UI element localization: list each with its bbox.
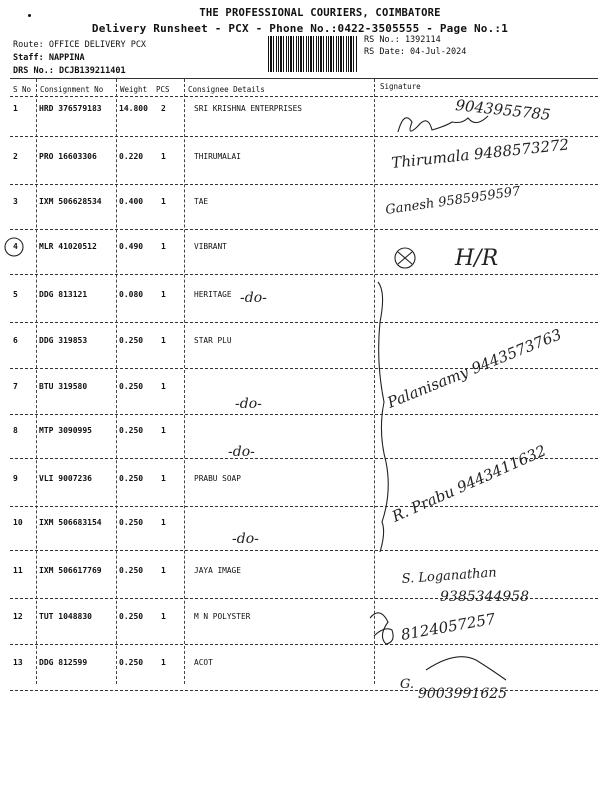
row-consignee: VIBRANT <box>194 242 227 251</box>
row-consignment-no: MLR 41020512 <box>39 242 97 251</box>
rs-number: RS No.: 1392114 <box>364 35 441 45</box>
row-sno: 3 <box>13 197 18 206</box>
runsheet-title: Delivery Runsheet - PCX - Phone No.:0422-3505555 - Page No.:1 <box>91 22 509 35</box>
row-consignee: THIRUMALAI <box>194 152 241 161</box>
row-consignment-no: IXM 506683154 <box>39 518 102 527</box>
row-consignment-no: PRO 16603306 <box>39 152 97 161</box>
row-consignee: PRABU SOAP <box>194 474 241 483</box>
signature-phone-2: Thirumala 9488573272 <box>390 135 570 172</box>
row-sno: 13 <box>13 658 23 667</box>
row-weight: 0.080 <box>119 290 144 299</box>
row-pcs: 1 <box>161 152 166 161</box>
row-pcs: 2 <box>161 104 166 113</box>
row-sno: 12 <box>13 612 23 621</box>
col-header-weight: Weight <box>120 85 148 94</box>
col-header-sno: S No <box>13 85 32 94</box>
signature-hr: H/R <box>455 246 499 271</box>
row-sno: 4 <box>13 242 18 251</box>
row-consignee: TAE <box>194 197 209 206</box>
row-weight: 0.250 <box>119 336 144 345</box>
signature-phone-5: Palanisamy 9443573763 <box>384 325 565 412</box>
row-sno: 6 <box>13 336 18 345</box>
signature-name-7: S. Loganathan <box>401 565 498 587</box>
row-sno: 7 <box>13 382 18 391</box>
row-consignment-no: VLI 9007236 <box>39 474 92 483</box>
signature-phone-1: 9043955785 <box>454 96 552 124</box>
row-pcs: 1 <box>161 566 166 575</box>
row-sno: 5 <box>13 290 18 299</box>
row-consignment-no: DDG 812599 <box>39 658 88 667</box>
row-consignment-no: IXM 506628534 <box>39 197 102 206</box>
row-pcs: 1 <box>161 474 166 483</box>
row-pcs: 1 <box>161 382 166 391</box>
signature-phone-9: 9003991625 <box>418 686 508 702</box>
row-pcs: 1 <box>161 290 166 299</box>
consignee-do-mark: -do- <box>235 396 262 412</box>
consignee-do-mark: -do- <box>228 444 255 460</box>
rs-date: RS Date: 04-Jul-2024 <box>364 47 467 57</box>
bracket-mark <box>378 282 388 552</box>
row-consignee: SRI KRISHNA ENTERPRISES <box>194 104 302 113</box>
row-pcs: 1 <box>161 518 166 527</box>
row-weight: 0.490 <box>119 242 144 251</box>
row-consignment-no: IXM 506617769 <box>39 566 102 575</box>
row-consignee: STAR PLU <box>194 336 232 345</box>
row-consignment-no: TUT 1048830 <box>39 612 92 621</box>
row-weight: 0.250 <box>119 612 144 621</box>
consignee-do-mark: -do- <box>232 531 259 547</box>
row-sno: 10 <box>13 518 23 527</box>
row-consignee: M N POLYSTER <box>194 612 251 621</box>
consignee-do-mark: -do- <box>240 290 267 306</box>
row-pcs: 1 <box>161 242 166 251</box>
row-weight: 0.250 <box>119 382 144 391</box>
col-header-consignment: Consignment No <box>40 85 104 94</box>
row-weight: 0.220 <box>119 152 144 161</box>
signature-phone-7: 9385344958 <box>440 589 530 605</box>
col-header-consignee: Consignee Details <box>188 85 265 94</box>
row-consignment-no: BTU 319580 <box>39 382 88 391</box>
signature-scribble <box>398 116 488 132</box>
row-consignment-no: MTP 3090995 <box>39 426 92 435</box>
row-pcs: 1 <box>161 426 166 435</box>
row-consignee: JAYA IMAGE <box>194 566 241 575</box>
signature-phone-8: 8124057257 <box>399 609 497 644</box>
signature-name-9: G. <box>400 677 415 692</box>
row-consignee: ACOT <box>194 658 213 667</box>
row-weight: 0.250 <box>119 566 144 575</box>
col-header-pcs: PCS <box>156 85 170 94</box>
staff-label: Staff: NAPPINA <box>13 53 85 63</box>
route-label: Route: OFFICE DELIVERY PCX <box>13 40 147 50</box>
row-consignment-no: HRD 376579183 <box>39 104 102 113</box>
row-sno: 11 <box>13 566 23 575</box>
row-consignment-no: DDG 319853 <box>39 336 88 345</box>
row-pcs: 1 <box>161 658 166 667</box>
signature-scribble <box>370 613 393 644</box>
row-4-circle-mark <box>5 238 23 256</box>
row-consignment-no: DDG 813121 <box>39 290 88 299</box>
row-sno: 1 <box>13 104 18 113</box>
row-weight: 0.250 <box>119 518 144 527</box>
signature-scribble <box>426 657 506 680</box>
row-weight: 0.250 <box>119 426 144 435</box>
row-pcs: 1 <box>161 197 166 206</box>
drs-number: DRS No.: DCJB139211401 <box>13 66 126 76</box>
row-weight: 0.400 <box>119 197 144 206</box>
row-pcs: 1 <box>161 336 166 345</box>
row-sno: 2 <box>13 152 18 161</box>
signature-scribble <box>398 252 412 264</box>
row-sno: 8 <box>13 426 18 435</box>
row-weight: 0.250 <box>119 658 144 667</box>
row-pcs: 1 <box>161 612 166 621</box>
row-weight: 14.800 <box>119 104 148 113</box>
row-weight: 0.250 <box>119 474 144 483</box>
row-consignee: HERITAGE <box>194 290 232 299</box>
company-title: THE PROFESSIONAL COURIERS, COIMBATORE <box>199 7 441 19</box>
signature-phone-6: R. Prabu 9443411632 <box>389 441 549 526</box>
col-header-signature: Signature <box>380 82 421 91</box>
signature-phone-3: Ganesh 9585959597 <box>384 184 522 218</box>
row-sno: 9 <box>13 474 18 483</box>
